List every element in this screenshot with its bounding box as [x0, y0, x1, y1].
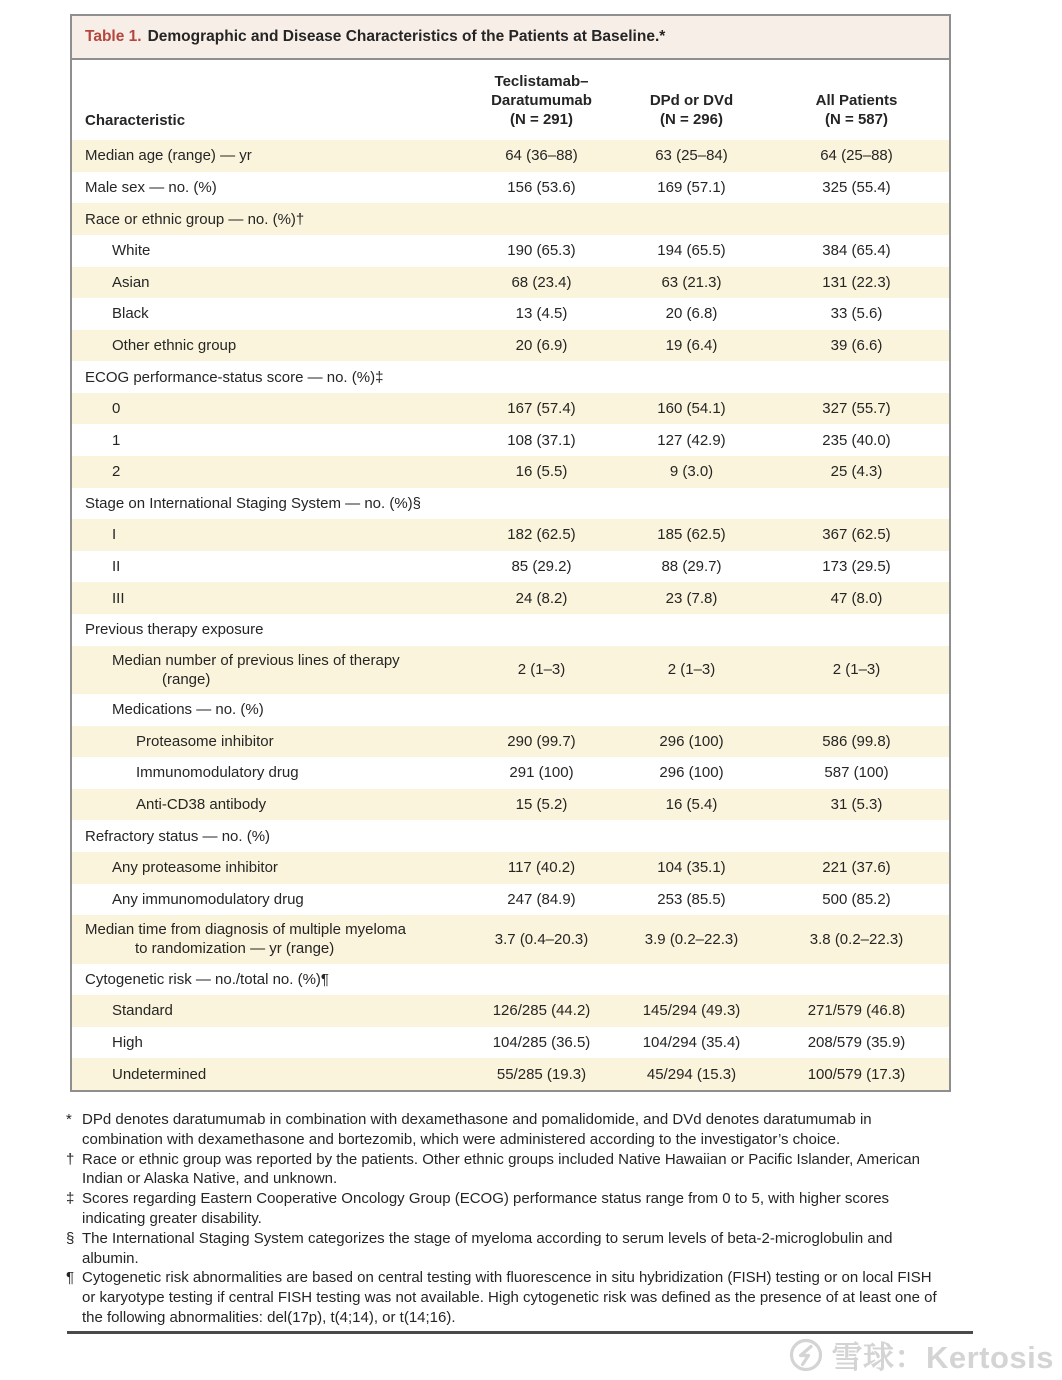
- row-value: 500 (85.2): [822, 890, 891, 908]
- row-value: 104/294 (35.4): [642, 1033, 741, 1051]
- column-header-line: (N = 587): [825, 111, 888, 129]
- row-value: 55/285 (19.3): [496, 1065, 587, 1083]
- row-value: 85 (29.2): [511, 558, 572, 576]
- row-label: Any immunomodulatory drug: [112, 890, 304, 908]
- row-label: ECOG performance-status score — no. (%)‡: [85, 368, 384, 386]
- table-row: [72, 456, 949, 488]
- row-value: [764, 214, 949, 224]
- table-row: [72, 694, 949, 726]
- footnote-text: The International Staging System categorizes the stage of myeloma according to serum levels of beta-2-microglobulin and albumin.: [82, 1229, 893, 1267]
- row-value: 327 (55.7): [822, 400, 891, 418]
- row-label: 2: [112, 463, 121, 481]
- row-value: 100/579 (17.3): [807, 1065, 906, 1083]
- row-value: [619, 372, 764, 382]
- row-value: [464, 831, 619, 841]
- row-value: [619, 214, 764, 224]
- row-label: High: [112, 1033, 143, 1051]
- row-value: 291 (100): [509, 764, 574, 782]
- table-row: [72, 172, 949, 204]
- column-header-dpd-dvd: [619, 91, 764, 129]
- row-value: 3.8 (0.2–22.3): [809, 930, 904, 948]
- row-value: 169 (57.1): [657, 178, 726, 196]
- row-value: [619, 831, 764, 841]
- table-row: [72, 726, 949, 758]
- table-row: [72, 964, 949, 996]
- table-title-bar: [72, 16, 949, 60]
- table-row: [72, 267, 949, 299]
- row-label: Black: [112, 305, 149, 323]
- table-row: [72, 393, 949, 425]
- row-label: 0: [112, 400, 121, 418]
- table-row: [72, 884, 949, 916]
- row-label: Male sex — no. (%): [85, 178, 217, 196]
- row-value: 253 (85.5): [657, 890, 726, 908]
- table-row: [72, 424, 949, 456]
- row-value: 384 (65.4): [822, 242, 891, 260]
- row-value: 20 (6.9): [515, 336, 568, 354]
- table-row: [72, 140, 949, 172]
- footnote-text: DPd denotes daratumumab in combination with dexamethasone and pomalidomide, and DVd denotes daratumumab in combination with dexamethasone and bortezomib, which were administered according to the investigator’s choice.: [82, 1111, 872, 1148]
- row-value: 126/285 (44.2): [492, 1002, 591, 1020]
- row-value: 190 (65.3): [507, 242, 576, 260]
- row-label: Proteasome inhibitor: [136, 732, 274, 750]
- row-label: Stage on International Staging System — no. (%)§: [85, 494, 422, 512]
- table-row: [72, 1027, 949, 1059]
- column-header-line: DPd or DVd: [649, 92, 734, 110]
- row-value: [764, 372, 949, 382]
- row-value: 20 (6.8): [665, 305, 718, 323]
- row-value: [764, 625, 949, 635]
- row-value: [764, 831, 949, 841]
- row-value: [619, 974, 764, 984]
- table-header-row: [72, 60, 949, 140]
- row-value: 24 (8.2): [515, 589, 568, 607]
- row-value: 15 (5.2): [515, 796, 568, 813]
- row-value: 173 (29.5): [822, 558, 891, 576]
- row-value: 39 (6.6): [830, 336, 883, 354]
- row-value: 104/285 (36.5): [492, 1033, 591, 1051]
- row-label: Anti-CD38 antibody: [136, 796, 267, 813]
- row-value: 23 (7.8): [665, 589, 718, 607]
- footnote: [66, 1189, 946, 1229]
- table-row: [72, 1058, 949, 1090]
- row-value: 296 (100): [659, 764, 724, 782]
- table-row: [72, 203, 949, 235]
- column-header-teclistamab-daratumumab: [464, 72, 619, 129]
- row-value: 2 (1–3): [832, 661, 881, 679]
- footnote: [66, 1150, 946, 1190]
- table-body: [72, 140, 949, 1090]
- table-row: [72, 646, 949, 694]
- footnote-marker: †: [66, 1150, 75, 1168]
- row-value: [619, 498, 764, 508]
- column-header-line: Daratumumab: [491, 92, 592, 110]
- row-label: Medications — no. (%): [112, 701, 264, 719]
- row-value: 117 (40.2): [507, 859, 576, 877]
- row-value: 325 (55.4): [822, 178, 891, 196]
- row-label: Undetermined: [112, 1065, 207, 1083]
- row-label: Refractory status — no. (%): [85, 827, 271, 845]
- row-value: 108 (37.1): [507, 431, 576, 449]
- row-value: [619, 705, 764, 715]
- row-value: 63 (21.3): [661, 273, 722, 291]
- row-label: Other ethnic group: [112, 336, 237, 354]
- row-value: 63 (25–84): [655, 147, 728, 165]
- row-value: 247 (84.9): [507, 890, 576, 908]
- row-label-line2: (range): [162, 670, 211, 688]
- table-row: [72, 519, 949, 551]
- row-value: 182 (62.5): [507, 526, 576, 544]
- row-value: 2 (1–3): [667, 661, 716, 679]
- table-row: [72, 789, 949, 821]
- table-row: [72, 235, 949, 267]
- row-value: 156 (53.6): [507, 178, 576, 196]
- row-value: 25 (4.3): [830, 463, 883, 481]
- table-row: [72, 488, 949, 520]
- row-value: [464, 705, 619, 715]
- table-row: [72, 757, 949, 789]
- row-value: [619, 625, 764, 635]
- row-value: 367 (62.5): [822, 526, 891, 544]
- row-value: 3.9 (0.2–22.3): [644, 930, 739, 948]
- row-value: 160 (54.1): [657, 400, 726, 418]
- footnote-marker: ‡: [66, 1190, 75, 1208]
- table-row: [72, 551, 949, 583]
- column-header-line: (N = 291): [510, 111, 573, 129]
- row-label: Immunomodulatory drug: [136, 764, 299, 782]
- table-row: [72, 915, 949, 963]
- table-row: [72, 852, 949, 884]
- row-value: 68 (23.4): [511, 273, 572, 291]
- row-value: 127 (42.9): [657, 431, 726, 449]
- footnote-marker: ¶: [66, 1269, 75, 1287]
- row-value: 2 (1–3): [517, 661, 566, 679]
- table-row: [72, 820, 949, 852]
- row-label: Standard: [112, 1002, 173, 1020]
- column-header-characteristic: Characteristic: [85, 112, 186, 130]
- row-value: 9 (3.0): [669, 463, 714, 481]
- row-label: Race or ethnic group — no. (%)†: [85, 210, 305, 228]
- table-row: [72, 995, 949, 1027]
- row-value: [464, 625, 619, 635]
- column-header-all-patients: [764, 91, 949, 129]
- row-value: 104 (35.1): [657, 859, 726, 877]
- row-label: Median age (range) — yr: [85, 147, 252, 165]
- row-value: 194 (65.5): [657, 242, 726, 260]
- row-value: 145/294 (49.3): [642, 1002, 741, 1020]
- row-value: 64 (36–88): [505, 147, 578, 165]
- row-label: Any proteasome inhibitor: [112, 859, 278, 877]
- table-row: [72, 330, 949, 362]
- row-value: 185 (62.5): [657, 526, 726, 544]
- row-value: 33 (5.6): [830, 305, 883, 323]
- row-label: III: [112, 589, 125, 607]
- row-value: 235 (40.0): [822, 431, 891, 449]
- watermark: [788, 1332, 1054, 1377]
- row-label: 1: [112, 431, 121, 449]
- row-label: Median number of previous lines of therapy (range): [72, 646, 464, 694]
- row-value: 31 (5.3): [830, 796, 883, 813]
- row-value: [464, 214, 619, 224]
- row-value: 587 (100): [824, 764, 889, 782]
- column-header-line: (N = 296): [660, 111, 723, 129]
- baseline-characteristics-table: [70, 14, 951, 1092]
- row-value: 16 (5.5): [515, 463, 568, 481]
- footnote-marker: §: [66, 1229, 75, 1247]
- row-label: Median time from diagnosis of multiple myeloma to randomization — yr (range): [72, 915, 464, 963]
- footnote: [66, 1268, 946, 1327]
- table-number-label: Table 1.: [85, 28, 142, 45]
- row-value: [764, 705, 949, 715]
- table-footnotes: [66, 1110, 946, 1328]
- table-row: [72, 361, 949, 393]
- row-label-line2: to randomization — yr (range): [135, 940, 335, 958]
- row-value: 167 (57.4): [507, 400, 576, 418]
- row-value: 296 (100): [659, 732, 724, 750]
- footnote-text: Race or ethnic group was reported by the patients. Other ethnic groups included Native Hawaiian or Pacific Islander, American Indian or Alaska Native, and unknown.: [82, 1150, 920, 1188]
- table-row: [72, 582, 949, 614]
- row-value: [464, 498, 619, 508]
- watermark-text: 雪球：Kertosis: [831, 1340, 1054, 1375]
- footnote-text: Cytogenetic risk abnormalities are based on central testing with fluorescence in situ hybridization (FISH) testing or on local FISH or karyotype testing if central FISH testing was not available. High cytogenetic risk was defined as the presence of at least one of the following abnormalities: del(17p), t(4;14), or t(14;16).: [82, 1269, 937, 1326]
- row-value: 45/294 (15.3): [646, 1065, 737, 1083]
- footnote-marker: *: [66, 1111, 72, 1128]
- table-title-text: Demographic and Disease Characteristics of the Patients at Baseline.*: [147, 28, 666, 45]
- row-value: [464, 372, 619, 382]
- row-value: 13 (4.5): [515, 305, 568, 323]
- row-value: 221 (37.6): [822, 859, 891, 877]
- row-value: 47 (8.0): [830, 589, 883, 607]
- row-value: [464, 974, 619, 984]
- row-value: [764, 974, 949, 984]
- row-value: 88 (29.7): [661, 558, 722, 576]
- column-header-line: Teclistamab–: [494, 73, 589, 90]
- row-label: Cytogenetic risk — no./total no. (%)¶: [85, 970, 329, 988]
- row-value: 586 (99.8): [822, 732, 891, 750]
- table-row: [72, 298, 949, 330]
- row-label: I: [112, 526, 117, 544]
- row-value: 131 (22.3): [822, 273, 891, 291]
- footnote: [66, 1110, 946, 1150]
- row-label: Asian: [112, 273, 150, 291]
- table-row: [72, 614, 949, 646]
- row-value: 290 (99.7): [507, 732, 576, 750]
- footnote: [66, 1229, 946, 1269]
- row-value: 16 (5.4): [665, 796, 718, 813]
- column-header-line: All Patients: [815, 92, 898, 110]
- row-value: 3.7 (0.4–20.3): [494, 930, 589, 948]
- row-label: White: [112, 242, 151, 260]
- row-label: II: [112, 558, 121, 576]
- row-value: [764, 498, 949, 508]
- row-value: 208/579 (35.9): [807, 1033, 906, 1051]
- row-label: Previous therapy exposure: [85, 621, 264, 639]
- row-value: 19 (6.4): [665, 336, 718, 354]
- row-value: 271/579 (46.8): [807, 1002, 906, 1020]
- footnote-text: Scores regarding Eastern Cooperative Oncology Group (ECOG) performance status range from 0 to 5, with higher scores indicating greater disability.: [82, 1190, 890, 1227]
- row-value: 64 (25–88): [820, 147, 893, 165]
- xueqiu-snowball-logo-icon: [788, 1337, 824, 1373]
